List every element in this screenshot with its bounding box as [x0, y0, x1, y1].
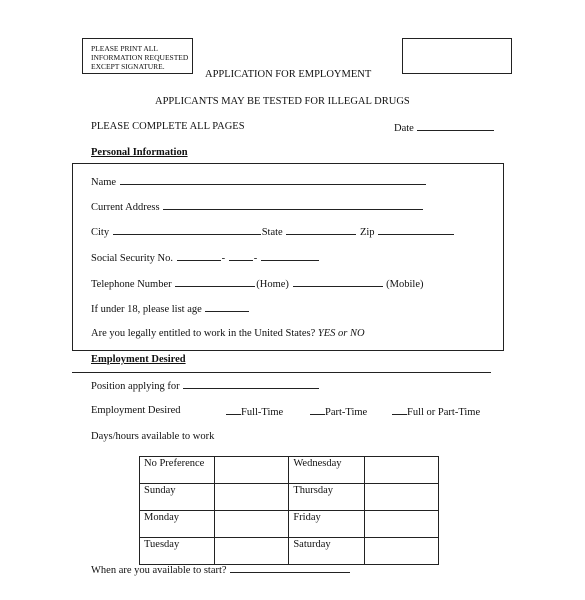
ssn-field[interactable]: [91, 251, 320, 266]
availability-label: Days/hours available to work: [91, 431, 215, 442]
full-or-part-time-checkline[interactable]: [392, 405, 407, 415]
drug-testing-notice: APPLICANTS MAY BE TESTED FOR ILLEGAL DRUGS: [155, 96, 410, 107]
print-notice-line: INFORMATION REQUESTED: [91, 53, 189, 62]
mobile-phone-label: (Mobile): [386, 279, 424, 290]
ssn-part1-line[interactable]: [177, 251, 221, 261]
date-input-line[interactable]: [417, 121, 494, 131]
availability-input-cell[interactable]: [364, 457, 438, 484]
availability-table: [139, 456, 439, 565]
full-or-part-time-label: Full or Part-Time: [407, 407, 481, 418]
employment-type-label: Employment Desired: [91, 405, 181, 416]
complete-all-pages-notice: PLEASE COMPLETE ALL PAGES: [91, 121, 245, 132]
table-row: [140, 457, 439, 484]
zip-input-line[interactable]: [378, 225, 454, 235]
day-cell: Tuesday: [140, 538, 215, 565]
city-label: City: [91, 227, 110, 238]
availability-input-cell[interactable]: [364, 484, 438, 511]
yes-no-options[interactable]: YES or NO: [317, 328, 365, 339]
day-cell: Monday: [140, 511, 215, 538]
address-label: Current Address: [91, 202, 160, 213]
position-input-line[interactable]: [183, 379, 319, 389]
age-input-line[interactable]: [205, 302, 249, 312]
day-cell: Sunday: [140, 484, 215, 511]
phone-label: Telephone Number: [91, 279, 172, 290]
work-eligibility-label: Are you legally entitled to work in the United States?: [91, 328, 316, 339]
table-row: [140, 484, 439, 511]
part-time-option[interactable]: [310, 405, 367, 420]
print-notice-box: [82, 38, 193, 74]
position-label: Position applying for: [91, 381, 180, 392]
age-field[interactable]: [91, 302, 250, 317]
work-eligibility-question[interactable]: [91, 328, 365, 341]
address-field[interactable]: [91, 200, 424, 215]
availability-input-cell[interactable]: [364, 511, 438, 538]
part-time-label: Part-Time: [325, 407, 368, 418]
ssn-label: Social Security No.: [91, 253, 173, 264]
employment-type-row: [91, 405, 181, 418]
day-cell: Saturday: [289, 538, 364, 565]
city-input-line[interactable]: [113, 225, 261, 235]
availability-input-cell[interactable]: [214, 511, 288, 538]
ssn-separator: -: [221, 253, 226, 264]
home-phone-line[interactable]: [175, 277, 255, 287]
ssn-part2-line[interactable]: [229, 251, 253, 261]
name-field[interactable]: [91, 175, 427, 190]
name-input-line[interactable]: [120, 175, 426, 185]
zip-label: Zip: [359, 227, 375, 238]
start-date-label: When are you available to start?: [91, 565, 227, 576]
section-divider: [72, 372, 491, 373]
availability-input-cell[interactable]: [214, 484, 288, 511]
ssn-separator: -: [253, 253, 258, 264]
table-row: [140, 538, 439, 565]
availability-input-cell[interactable]: [214, 538, 288, 565]
print-notice-line: PLEASE PRINT ALL: [91, 44, 158, 53]
day-cell: Thursday: [289, 484, 364, 511]
day-cell: No Preference: [140, 457, 215, 484]
full-time-checkline[interactable]: [226, 405, 241, 415]
date-field[interactable]: [394, 121, 495, 136]
day-cell: Wednesday: [289, 457, 364, 484]
home-phone-label: (Home): [256, 279, 289, 290]
print-notice-line: EXCEPT SIGNATURE.: [91, 62, 165, 71]
mobile-phone-line[interactable]: [293, 277, 383, 287]
availability-input-cell[interactable]: [214, 457, 288, 484]
state-label: State: [261, 227, 283, 238]
office-use-box: [402, 38, 512, 74]
employment-desired-heading: Employment Desired: [91, 354, 186, 365]
availability-input-cell[interactable]: [364, 538, 438, 565]
start-date-input-line[interactable]: [230, 563, 350, 573]
day-cell: Friday: [289, 511, 364, 538]
address-input-line[interactable]: [163, 200, 423, 210]
ssn-part3-line[interactable]: [261, 251, 319, 261]
part-time-checkline[interactable]: [310, 405, 325, 415]
date-label: Date: [394, 123, 414, 134]
state-input-line[interactable]: [286, 225, 356, 235]
phone-field[interactable]: [91, 277, 423, 292]
table-row: [140, 511, 439, 538]
age-label: If under 18, please list age: [91, 304, 202, 315]
full-time-option[interactable]: [226, 405, 283, 420]
personal-info-heading: Personal Information: [91, 147, 188, 158]
position-field[interactable]: [91, 379, 320, 394]
form-title: APPLICATION FOR EMPLOYMENT: [205, 69, 372, 80]
city-state-zip-row: [91, 225, 455, 240]
name-label: Name: [91, 177, 117, 188]
full-time-label: Full-Time: [241, 407, 284, 418]
start-date-field[interactable]: [91, 563, 351, 578]
full-or-part-time-option[interactable]: [392, 405, 480, 420]
